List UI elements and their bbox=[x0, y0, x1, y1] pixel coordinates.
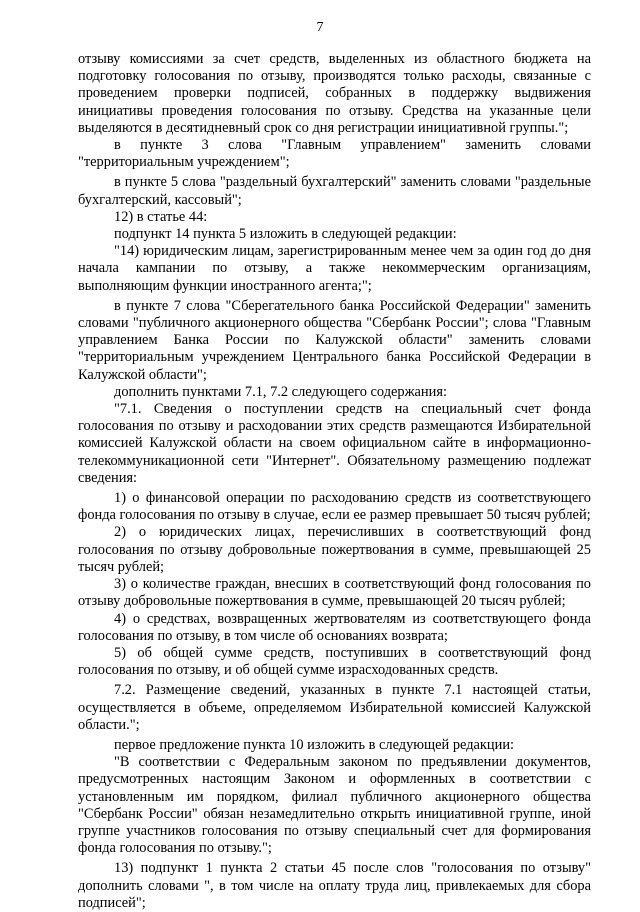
paragraph: "7.1. Сведения о поступлении средств на специальный счет фонда голосования по отзыву и расходовании этих средств размещаются Избирательной комиссией Калужской области на своем официальном сайте в информационно-телекоммуникационной сети "Интернет". Обязательному размещению подлежат сведения: bbox=[78, 401, 591, 486]
paragraph: в пункте 7 слова "Сберегательного банка Российской Федерации" заменить словами "публичного акционерного общества "Сбербанк России"; слова "Главным управлением Банка России по Калужской области" заменить словами "территориальным учреждением Центрального банка Российской Федерации в Калужской области"; bbox=[78, 297, 591, 383]
paragraph: 7.2. Размещение сведений, указанных в пункте 7.1 настоящей статьи, осуществляется в объеме, определяемом Избирательной комиссией Калужской области."; bbox=[78, 682, 591, 733]
paragraph: 13) подпункт 1 пункта 2 статьи 45 после слов "голосования по отзыву" дополнить словами ", в том числе на оплату труда лиц, привлекаемых для сбора подписей"; bbox=[78, 860, 591, 911]
paragraph: 12) в статье 44: bbox=[114, 208, 208, 225]
paragraph: в пункте 3 слова "Главным управлением" заменить словами "территориальным учреждением"; bbox=[78, 137, 591, 171]
paragraph: в пункте 5 слова "раздельный бухгалтерский" заменить словами "раздельные бухгалтерский, кассовый"; bbox=[78, 174, 591, 208]
paragraph: 2) о юридических лицах, перечисливших в соответствующий фонд голосования по отзыву добровольные пожертвования в сумме, превышающей 25 тысяч рублей; bbox=[78, 524, 591, 575]
paragraph: 3) о количестве граждан, внесших в соответствующий фонд голосования по отзыву добровольные пожертвования в сумме, превышающей 20 тысяч рублей; bbox=[78, 576, 591, 610]
paragraph: отзыву комиссиями за счет средств, выделенных из областного бюджета на подготовку голосования по отзыву, производятся только расходы, связанные с проведением проверки подписей, собранных в поддержку выдвижения инициативы проведения голосования по отзыву. Средства на указанные цели выделяются в десятидневный срок со дня регистрации инициативной группы."; bbox=[78, 51, 591, 136]
paragraph: 1) о финансовой операции по расходованию средств из соответствующего фонда голосования по отзыву в случае, если ее размер превышает 50 тысяч рублей; bbox=[78, 490, 591, 524]
paragraph: "В соответствии с Федеральным законом по предъявлении документов, предусмотренных настоящим Законом и оформленных в соответствии с установленным им порядком, филиал публичного акционерного общества "Сбербанк России" обязан незамедлительно открыть инициативной группе, иной группе участников голосования по отзыву специальный счет для формирования фонда голосования по отзыву."; bbox=[78, 754, 591, 857]
paragraph: дополнить пунктами 7.1, 7.2 следующего содержания: bbox=[114, 383, 447, 400]
paragraph: подпункт 14 пункта 5 изложить в следующей редакции: bbox=[114, 226, 457, 243]
document-body bbox=[78, 51, 591, 912]
paragraph: 4) о средствах, возвращенных жертвователям из соответствующего фонда голосования по отзыву, в том числе об основаниях возврата; bbox=[78, 610, 591, 644]
paragraph: "14) юридическим лицам, зарегистрированным менее чем за один год до дня начала кампании по отзыву, а также некоммерческим организациям, выполняющим функции иностранного агента;"; bbox=[78, 243, 591, 294]
paragraph: 5) об общей сумме средств, поступивших в соответствующий фонд голосования по отзыву, и об общей сумме израсходованных средств. bbox=[78, 644, 591, 679]
page-number: 7 bbox=[316, 20, 324, 35]
paragraph: первое предложение пункта 10 изложить в следующей редакции: bbox=[114, 736, 515, 753]
